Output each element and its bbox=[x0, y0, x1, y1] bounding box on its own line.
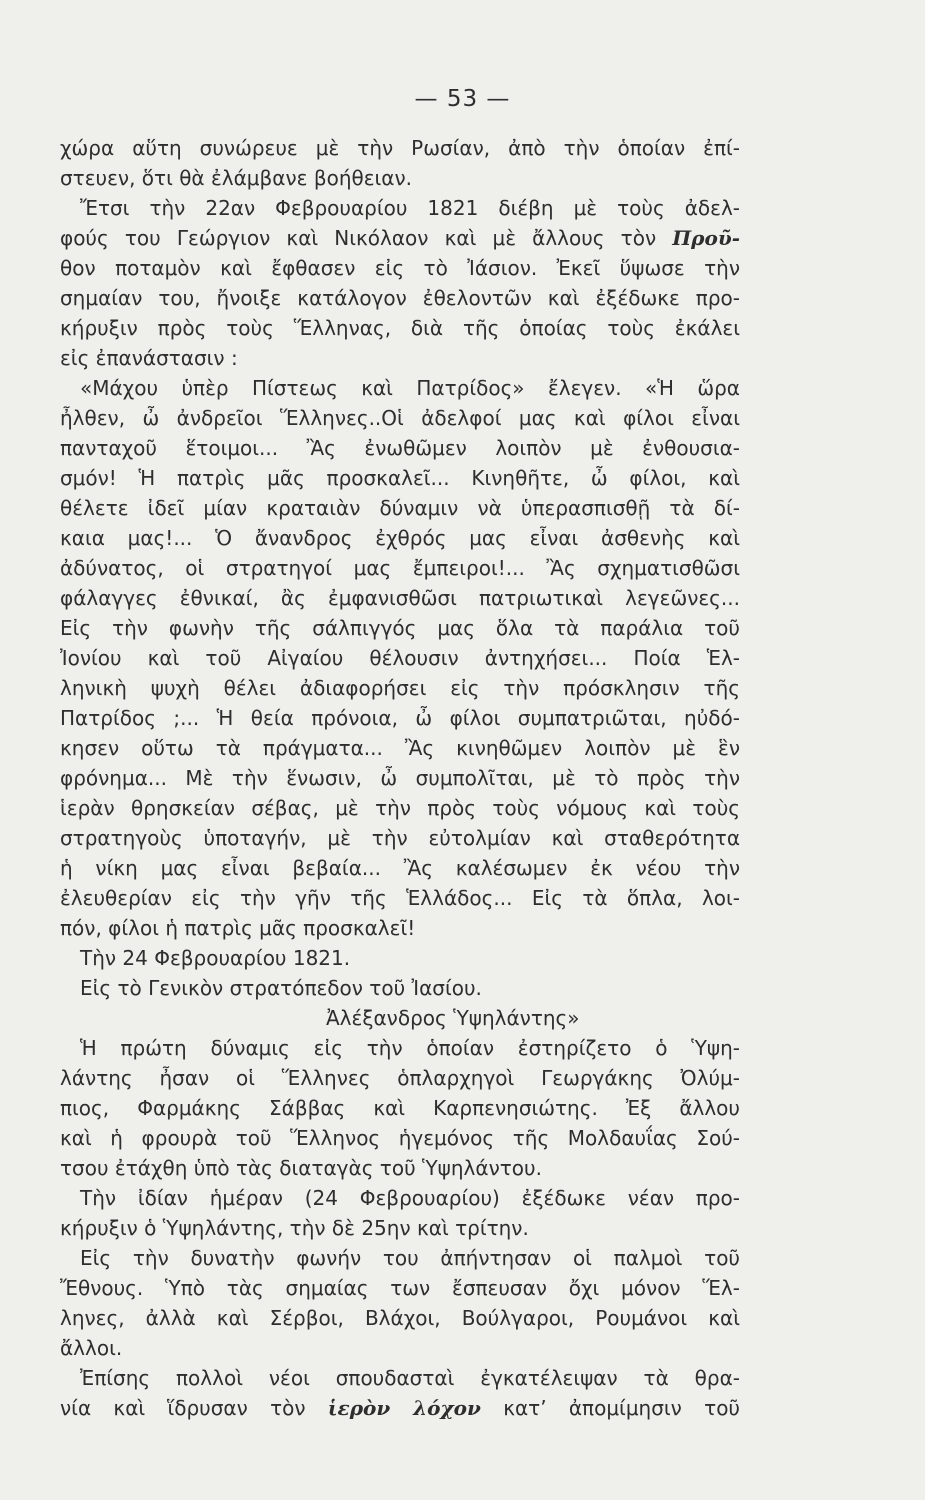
text-line: Ἔθνους. Ὑπὸ τὰς σημαίας των ἔσπευσαν ὄχι μόνον Ἕλ- bbox=[60, 1276, 740, 1300]
text-line: Εἰς τὴν δυνατὴν φωνήν του ἀπήντησαν οἱ παλμοὶ τοῦ bbox=[80, 1246, 740, 1270]
text-line: φρόνημα... Μὲ τὴν ἕνωσιν, ὦ συμπολῖται, μὲ τὸ πρὸς τὴν bbox=[60, 766, 740, 790]
text-line: πανταχοῦ ἕτοιμοι... Ἂς ἐνωθῶμεν λοιπὸν μὲ ἐνθουσια- bbox=[60, 436, 740, 460]
text-span: νία καὶ ἵδρυσαν τὸν bbox=[60, 1396, 306, 1420]
text-line: ληνικὴ ψυχὴ θέλει ἀδιαφορήσει εἰς τὴν πρόσκλησιν τῆς bbox=[60, 676, 740, 700]
text-line: «Μάχου ὑπὲρ Πίστεως καὶ Πατρίδος» ἔλεγεν. «Ἡ ὥρα bbox=[80, 376, 740, 400]
text-line: Ἐπίσης πολλοὶ νέοι σπουδασταὶ ἐγκατέλειψαν τὰ θρα- bbox=[80, 1366, 740, 1390]
text-line: σημαίαν του, ἤνοιξε κατάλογον ἐθελοντῶν καὶ ἐξέδωκε προ- bbox=[60, 286, 740, 310]
text-line: λάντης ἦσαν οἱ Ἕλληνες ὁπλαρχηγοὶ Γεωργάκης Ὀλύμ- bbox=[60, 1066, 740, 1090]
text-line: πόν, φίλοι ἡ πατρὶς μᾶς προσκαλεῖ! bbox=[60, 916, 416, 940]
text-line: κησεν οὕτω τὰ πράγματα... Ἂς κινηθῶμεν λοιπὸν μὲ ἓν bbox=[60, 736, 740, 760]
page-number: — 53 — bbox=[414, 86, 511, 112]
text-line: ληνες, ἀλλὰ καὶ Σέρβοι, Βλάχοι, Βούλγαροι, Ρουμάνοι καὶ bbox=[60, 1306, 740, 1330]
text-line: ἡ νίκη μας εἶναι βεβαία... Ἂς καλέσωμεν ἐκ νέου τὴν bbox=[60, 856, 740, 880]
signature-line: Ἀλέξανδρος Ὑψηλάντης» bbox=[326, 1006, 580, 1030]
text-line: χώρα αὕτη συνώρευε μὲ τὴν Ρωσίαν, ἀπὸ τὴν ὁποίαν ἐπί- bbox=[60, 136, 740, 160]
text-line: στευεν, ὅτι θὰ ἐλάμβανε βοήθειαν. bbox=[60, 166, 413, 190]
text-line bbox=[60, 223, 740, 253]
text-line: Εἰς τὸ Γενικὸν στρατόπεδον τοῦ Ἰασίου. bbox=[80, 976, 482, 1000]
text-line: Τὴν ἰδίαν ἡμέραν (24 Φεβρουαρίου) ἐξέδωκε νέαν προ- bbox=[80, 1186, 740, 1210]
text-span: φούς του Γεώργιον καὶ Νικόλαον καὶ μὲ ἄλλους τὸν bbox=[60, 226, 657, 250]
text-line: ἱερὰν θρησκείαν σέβας, μὲ τὴν πρὸς τοὺς νόμους καὶ τοὺς bbox=[60, 796, 740, 820]
italic-term-sacred-band: ἱερὸν λόχον bbox=[327, 1396, 481, 1420]
text-line: θέλετε ἰδεῖ μίαν κραταιὰν δύναμιν νὰ ὑπερασπισθῇ τὰ δί- bbox=[60, 496, 740, 520]
text-line: Εἰς τὴν φωνὴν τῆς σάλπιγγός μας ὅλα τὰ παράλια τοῦ bbox=[60, 616, 740, 640]
text-line: τσου ἐτάχθη ὑπὸ τὰς διαταγὰς τοῦ Ὑψηλάντου. bbox=[60, 1156, 542, 1180]
text-line: στρατηγοὺς ὑποταγήν, μὲ τὴν εὐτολμίαν καὶ σταθερότητα bbox=[60, 826, 740, 850]
italic-term-pruth: Προῦ- bbox=[672, 226, 740, 250]
text-line: ἦλθεν, ὦ ἀνδρεῖοι Ἕλληνες..Οἱ ἀδελφοί μας καὶ φίλοι εἶναι bbox=[60, 406, 740, 430]
text-line: ἄλλοι. bbox=[60, 1336, 123, 1360]
text-line: ἐλευθερίαν εἰς τὴν γῆν τῆς Ἑλλάδος... Εἰς τὰ ὅπλα, λοι- bbox=[60, 886, 740, 910]
text-span: κατ’ ἀπομίμησιν τοῦ bbox=[503, 1396, 740, 1420]
text-line: θον ποταμὸν καὶ ἔφθασεν εἰς τὸ Ἰάσιον. Ἐκεῖ ὕψωσε τὴν bbox=[60, 256, 740, 280]
text-line: φάλαγγες ἐθνικαί, ἂς ἐμφανισθῶσι πατριωτικαὶ λεγεῶνες... bbox=[60, 586, 740, 610]
text-line: Ἔτσι τὴν 22αν Φεβρουαρίου 1821 διέβη μὲ τοὺς ἀδελ- bbox=[80, 196, 740, 220]
text-line: εἰς ἐπανάστασιν : bbox=[60, 346, 238, 370]
text-line: Ἰονίου καὶ τοῦ Αἰγαίου θέλουσιν ἀντηχήσει... Ποία Ἑλ- bbox=[60, 646, 740, 670]
text-line: Ἡ πρώτη δύναμις εἰς τὴν ὁποίαν ἐστηρίζετο ὁ Ὑψη- bbox=[80, 1036, 740, 1060]
text-line: κήρυξιν πρὸς τοὺς Ἕλληνας, διὰ τῆς ὁποίας τοὺς ἐκάλει bbox=[60, 316, 740, 340]
text-line: σμόν! Ἡ πατρὶς μᾶς προσκαλεῖ... Κινηθῆτε, ὦ φίλοι, καὶ bbox=[60, 466, 740, 490]
text-line bbox=[60, 1393, 740, 1423]
text-line: Τὴν 24 Φεβρουαρίου 1821. bbox=[80, 946, 351, 970]
text-line: καὶ ἡ φρουρὰ τοῦ Ἕλληνος ἡγεμόνος τῆς Μολδαυΐας Σού- bbox=[60, 1126, 740, 1150]
text-line: κήρυξιν ὁ Ὑψηλάντης, τὴν δὲ 25ην καὶ τρίτην. bbox=[60, 1216, 529, 1240]
text-line: Πατρίδος ;... Ἡ θεία πρόνοια, ὦ φίλοι συμπατριῶται, ηὐδό- bbox=[60, 706, 740, 730]
text-line: πιος, Φαρμάκης Σάββας καὶ Καρπενησιώτης. Ἐξ ἄλλου bbox=[60, 1096, 740, 1120]
text-line: ἀδύνατος, οἱ στρατηγοί μας ἔμπειροι!... Ἂς σχηματισθῶσι bbox=[60, 556, 740, 580]
text-line: καια μας!... Ὁ ἄνανδρος ἐχθρός μας εἶναι ἀσθενὴς καὶ bbox=[60, 526, 740, 550]
